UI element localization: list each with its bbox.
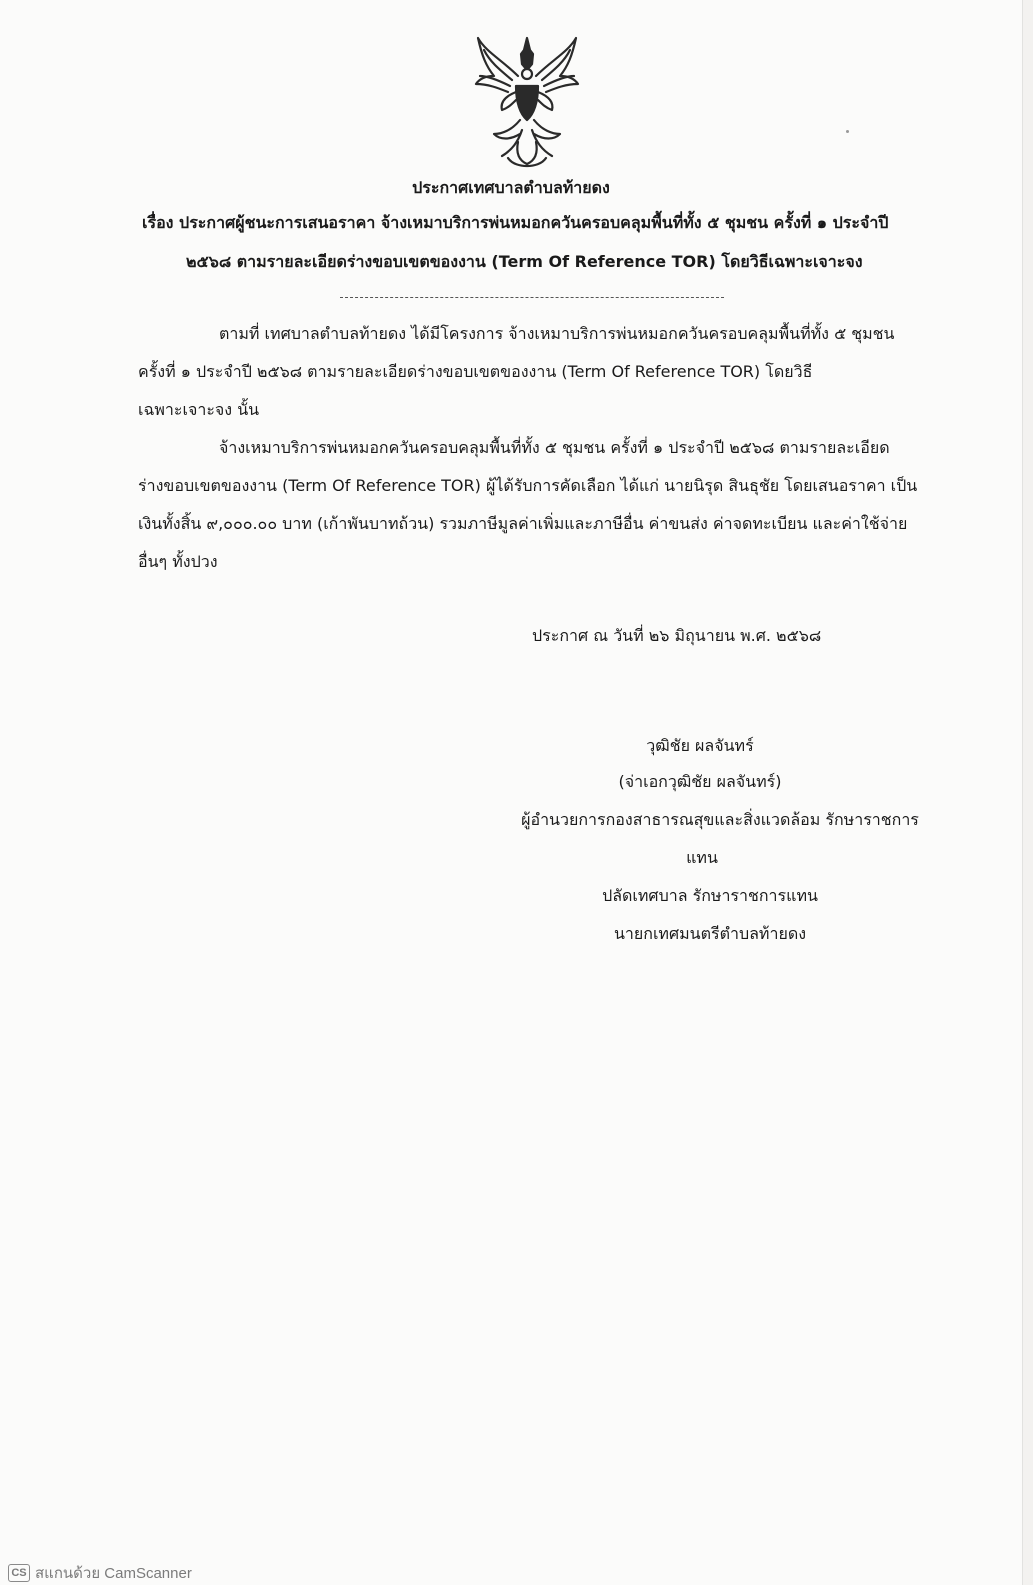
paragraph-1-line-1: ตามที่ เทศบาลตำบลท้ายดง ได้มีโครงการ จ้างเหมาบริการพ่นหมอกควันครอบคลุมพื้นที่ทั้ง ๕ ชุมชน [219, 324, 895, 343]
signature-position-3: ปลัดเทศบาล รักษาราชการแทน [602, 886, 818, 905]
subject-line-2: ๒๕๖๘ ตามรายละเอียดร่างขอบเขตของงาน (Term Of Reference TOR) โดยวิธีเฉพาะเจาะจง [186, 252, 863, 271]
signature-position-1: ผู้อำนวยการกองสาธารณสุขและสิ่งแวดล้อม รักษาราชการ [521, 810, 919, 829]
signature-full-name: (จ่าเอกวุฒิชัย ผลจันทร์) [618, 772, 782, 791]
paragraph-1-line-2: ครั้งที่ ๑ ประจำปี ๒๕๖๘ ตามรายละเอียดร่างขอบเขตของงาน (Term Of Reference TOR) โดยวิธี [138, 362, 813, 381]
dashed-divider [340, 297, 724, 298]
paragraph-2-line-1: จ้างเหมาบริการพ่นหมอกควันครอบคลุมพื้นที่ทั้ง ๕ ชุมชน ครั้งที่ ๑ ประจำปี ๒๕๖๘ ตามรายละเอียด [219, 438, 890, 457]
paragraph-2-line-3: เงินทั้งสิ้น ๙,๐๐๐.๐๐ บาท (เก้าพันบาทถ้วน) รวมภาษีมูลค่าเพิ่มและภาษีอื่น ค่าขนส่ง ค่าจดทะเบียน และค่าใช้จ่าย [138, 514, 908, 533]
camscanner-logo-icon: CS [8, 1564, 30, 1582]
scanner-text: สแกนด้วย CamScanner [35, 1565, 192, 1582]
signature-position-4: นายกเทศมนตรีตำบลท้ายดง [613, 924, 807, 943]
garuda-emblem-icon [472, 30, 582, 170]
announcement-date: ประกาศ ณ วันที่ ๒๖ มิถุนายน พ.ศ. ๒๕๖๘ [532, 626, 822, 645]
signature-name: วุฒิชัย ผลจันทร์ [646, 736, 754, 755]
paragraph-1-line-3: เฉพาะเจาะจง นั้น [138, 400, 260, 419]
scan-speck [846, 130, 849, 133]
subject-line-1: เรื่อง ประกาศผู้ชนะการเสนอราคา จ้างเหมาบริการพ่นหมอกควันครอบคลุมพื้นที่ทั้ง ๕ ชุมชน ครั้งที่ ๑ ประจำปี [142, 213, 889, 232]
scanner-watermark [8, 1562, 192, 1584]
signature-position-2: แทน [686, 848, 718, 867]
paragraph-2-line-2: ร่างขอบเขตของงาน (Term Of Reference TOR) ผู้ได้รับการคัดเลือก ได้แก่ นายนิรุด สินธุชัย โดยเสนอราคา เป็น [138, 476, 918, 495]
paragraph-2-line-4: อื่นๆ ทั้งปวง [138, 552, 218, 571]
document-title: ประกาศเทศบาลตำบลท้ายดง [412, 178, 610, 197]
